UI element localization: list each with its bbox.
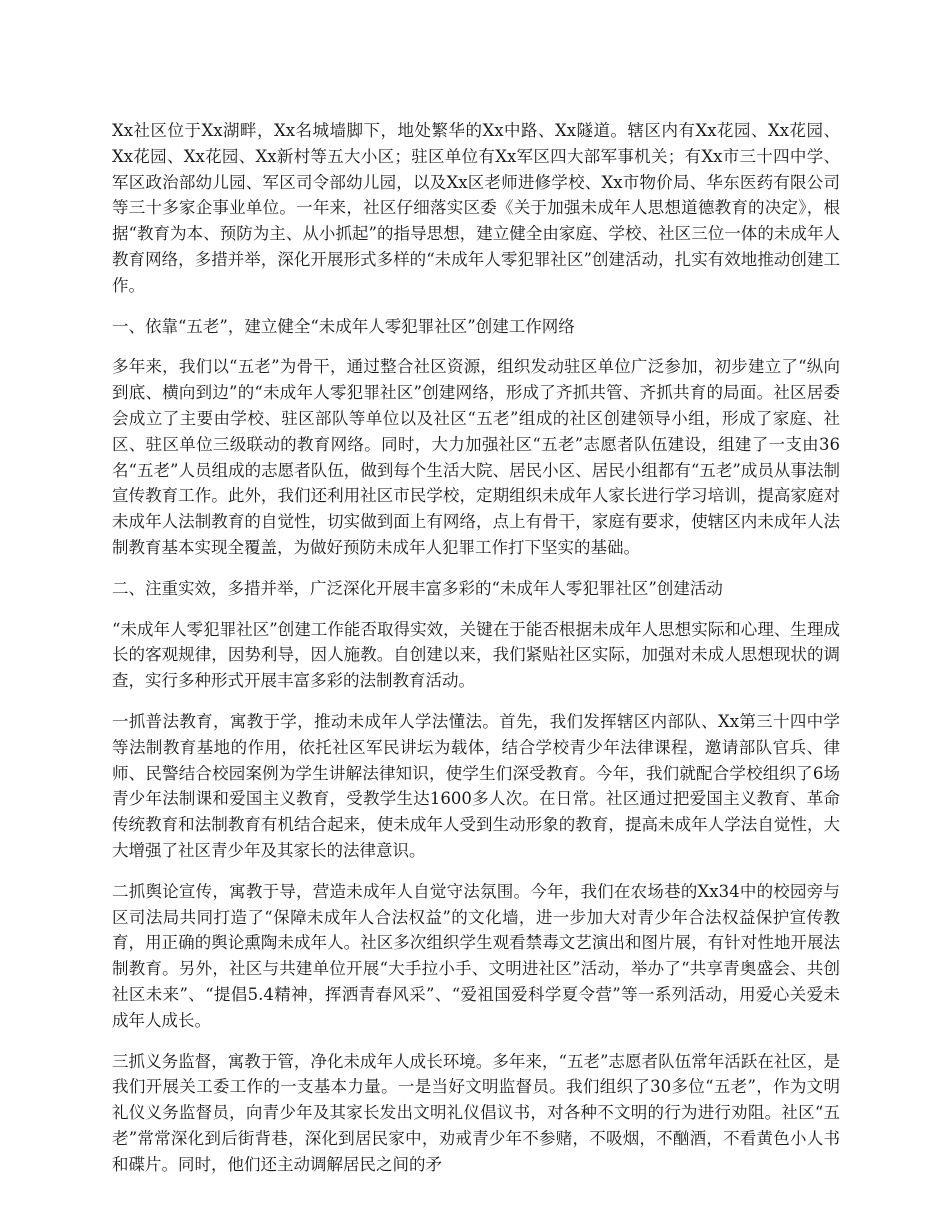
- publicity-paragraph: 二抓舆论宣传，寓教于导，营造未成年人自觉守法氛围。今年，我们在农场巷的Xx34中的校园旁与区司法局共同打造了“保障未成年人合法权益”的文化墙，进一步加大对青少年合法权益保护宣传教育，用正确的舆论熏陶未成年人。社区多次组织学生观看禁毒文艺演出和图片展，有针对性地开展法制教育。另外，社区与共建单位开展“大手拉小手、文明进社区”活动，举办了“共享青奥盛会、共创社区未来”、“提倡5.4精神，挥洒青春风采”、“爱祖国爱科学夏令营”等一系列活动，用爱心关爱未成年人成长。: [112, 881, 840, 1030]
- section-heading-2: 二、注重实效，多措并举，广泛深化开展丰富多彩的“未成年人零犯罪社区”创建活动: [112, 578, 723, 598]
- document-page: [112, 118, 840, 1192]
- law-education-paragraph: 一抓普法教育，寓教于学，推动未成年人学法懂法。首先，我们发挥辖区内部队、Xx第三十四中学等法制教育基地的作用，依托社区军民讲坛为载体，结合学校青少年法律课程，邀请部队官兵、律师、民警结合校园案例为学生讲解法律知识，使学生们深受教育。今年，我们就配合学校组织了6场青少年法制课和爱国主义教育，受教学生达1600多人次。在日常。社区通过把爱国主义教育、革命传统教育和法制教育有机结合起来，使未成年人受到生动形象的教育，提高未成年人学法自觉性，大大增强了社区青少年及其家长的法律意识。: [112, 711, 840, 860]
- section-2-paragraph: “未成年人零犯罪社区”创建工作能否取得实效，关键在于能否根据未成年人思想实际和心理、生理成长的客观规律，因势利导，因人施教。自创建以来，我们紧贴社区实际，加强对未成人思想现状的调查，实行多种形式开展丰富多彩的法制教育活动。: [112, 619, 840, 691]
- supervision-paragraph: 三抓义务监督，寓教于管，净化未成年人成长环境。多年来，“五老”志愿者队伍常年活跃在社区，是我们开展关工委工作的一支基本力量。一是当好文明监督员。我们组织了30多位“五老”，作为文明礼仪义务监督员，向青少年及其家长发出文明礼仪倡议书，对各种不文明的行为进行劝阻。社区“五老”常常深化到后街背巷，深化到居民家中，劝戒青少年不参赌，不吸烟，不酗酒，不看黄色小人书和碟片。同时，他们还主动调解居民之间的矛: [112, 1051, 840, 1174]
- section-1-paragraph: 多年来，我们以“五老”为骨干，通过整合社区资源，组织发动驻区单位广泛参加，初步建立了“纵向到底、横向到边”的“未成年人零犯罪社区”创建网络，形成了齐抓共管、齐抓共育的局面。社区居委会成立了主要由学校、驻区部队等单位以及社区“五老”组成的社区创建领导小组，形成了家庭、社区、驻区单位三级联动的教育网络。同时，大力加强社区“五老”志愿者队伍建设，组建了一支由36名“五老”人员组成的志愿者队伍，做到每个生活大院、居民小区、居民小组都有“五老”成员从事法制宣传教育工作。此外，我们还利用社区市民学校，定期组织未成年人家长进行学习培训，提高家庭对未成年人法制教育的自觉性，切实做到面上有网络，点上有骨干，家庭有要求，使辖区内未成年人法制教育基本实现全覆盖，为做好预防未成年人犯罪工作打下坚实的基础。: [112, 357, 840, 557]
- intro-paragraph: Xx社区位于Xx湖畔，Xx名城墙脚下，地处繁华的Xx中路、Xx隧道。辖区内有Xx花园、Xx花园、Xx花园、Xx花园、Xx新村等五大小区；驻区单位有Xx军区四大部军事机关；有Xx市三十四中学、军区政治部幼儿园、军区司令部幼儿园，以及Xx区老师进修学校、Xx市物价局、华东医药有限公司等三十多家企事业单位。一年来，社区仔细落实区委《关于加强未成年人思想道德教育的决定》，根据“教育为本、预防为主、从小抓起”的指导思想，建立健全由家庭、学校、社区三位一体的未成年人教育网络，多措并举，深化开展形式多样的“未成年人零犯罪社区”创建活动，扎实有效地推动创建工作。: [112, 121, 840, 295]
- section-heading-1: 一、依靠“五老”，建立健全“未成年人零犯罪社区”创建工作网络: [112, 316, 575, 336]
